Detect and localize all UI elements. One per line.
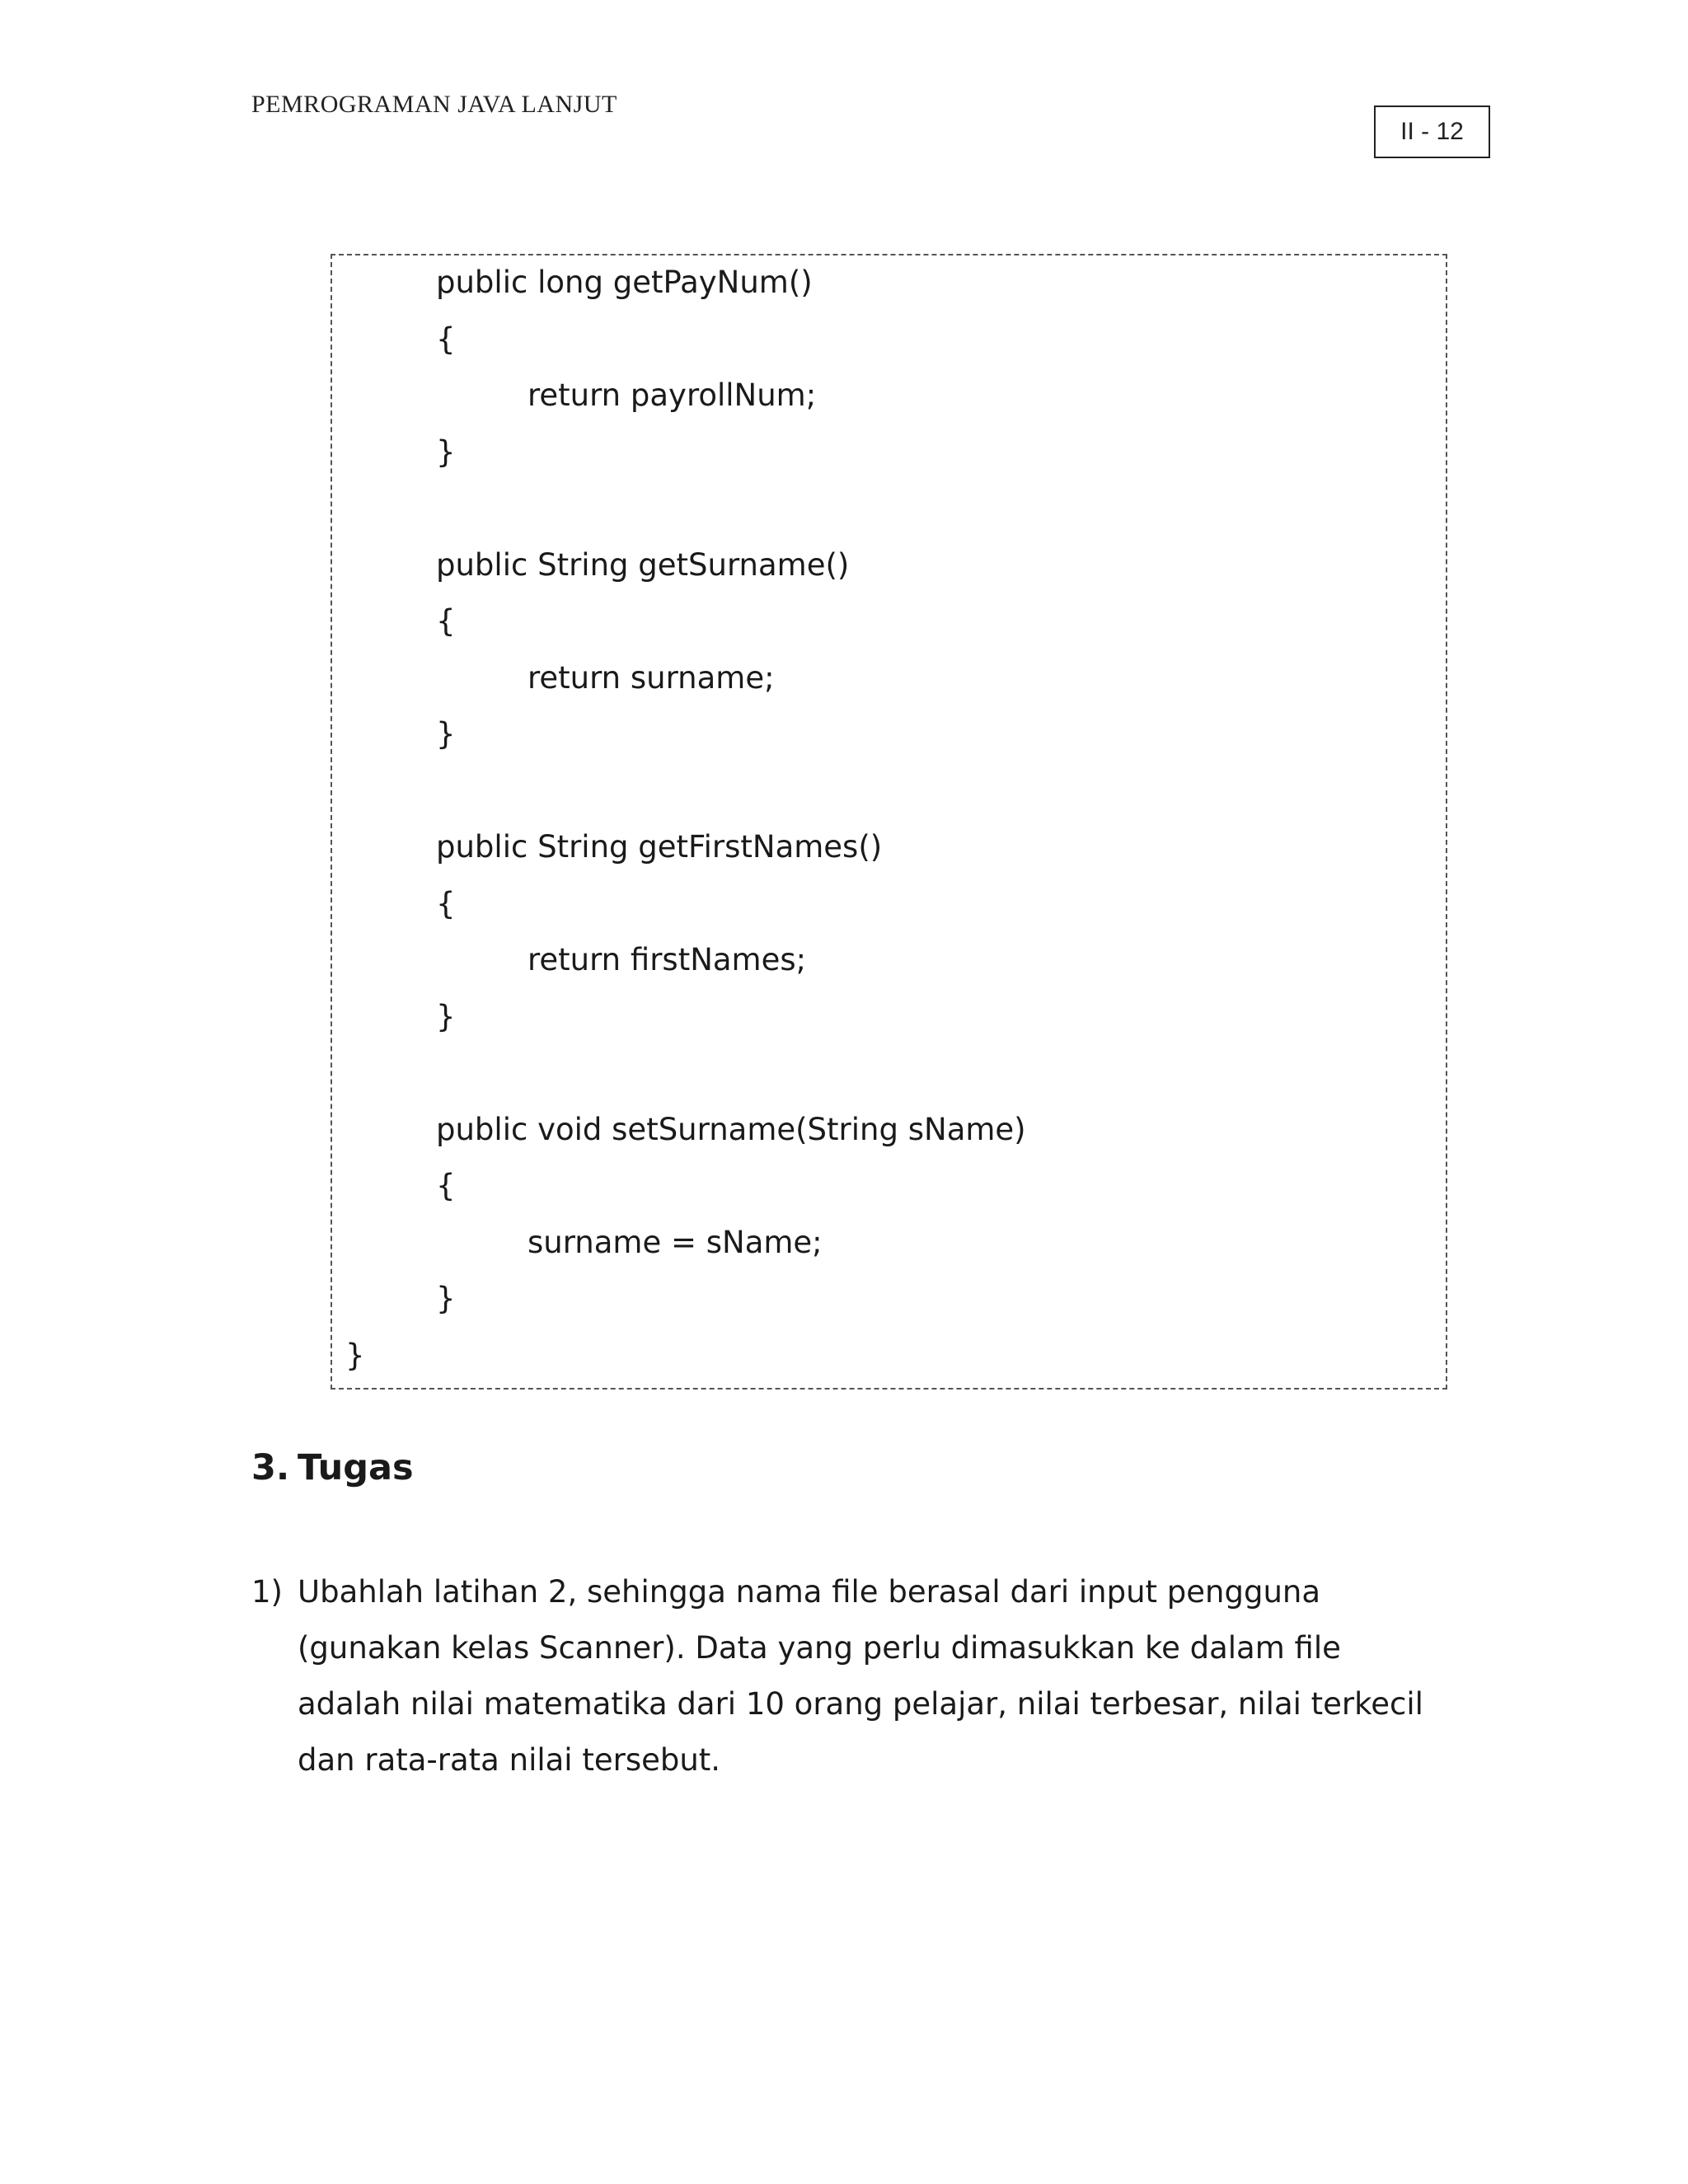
code-line: { [436,885,456,921]
task-number: 1) [251,1574,283,1610]
section-number: 3. [251,1447,290,1488]
task-line: (gunakan kelas Scanner). Data yang perlu dimasukkan ke dalam file [298,1630,1341,1666]
task-line: adalah nilai matematika dari 10 orang pelajar, nilai terbesar, nilai terkecil [298,1686,1423,1722]
code-line: public void setSurname(String sName) [436,1111,1026,1147]
code-line: { [436,603,456,639]
code-line: } [436,716,456,752]
code-line: { [436,1168,456,1203]
code-line: public long getPayNum() [436,265,813,300]
task-text [298,1564,1427,1788]
code-line: } [436,998,456,1034]
code-line: return surname; [528,659,775,696]
section-heading [251,1447,414,1488]
code-box [331,254,1447,1390]
code-line: surname = sName; [528,1224,823,1260]
page-number: II - 12 [1400,118,1464,145]
code-line: return payrollNum; [528,377,817,413]
code-line: return firstNames; [528,942,807,977]
code-line: } [436,434,456,470]
task-line: Ubahlah latihan 2, sehingga nama file berasal dari input pengguna [298,1574,1321,1610]
code-line: { [436,321,456,357]
page-number-box [1374,105,1490,158]
task-line: dan rata-rata nilai tersebut. [298,1742,721,1778]
code-line: } [345,1337,365,1373]
code-line: public String getSurname() [436,546,850,583]
code-line: } [436,1281,456,1316]
section-title: Tugas [298,1447,414,1488]
code-line: public String getFirstNames() [436,829,883,865]
page-header-title: PEMROGRAMAN JAVA LANJUT [251,91,617,118]
